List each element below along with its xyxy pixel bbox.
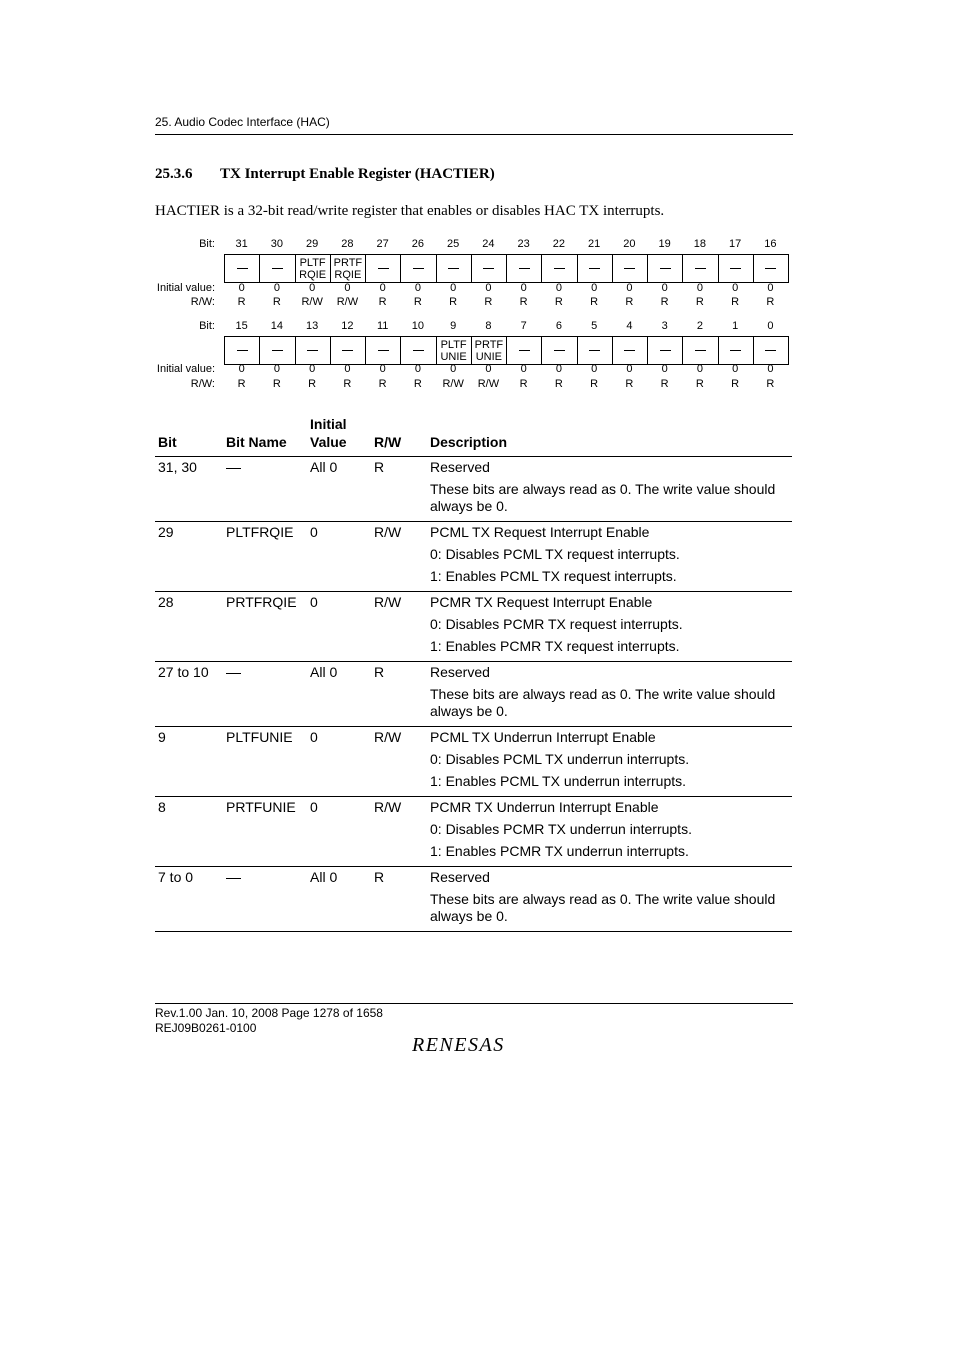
bit-number: 7: [520, 320, 527, 332]
rw-value: R/W: [442, 378, 464, 390]
section-heading: [155, 166, 495, 183]
rw-value: R: [378, 378, 387, 390]
rw-value: R: [590, 296, 599, 308]
cell-description: [427, 797, 792, 867]
initial-value-label: Initial value:: [156, 282, 215, 294]
rw-value: R: [731, 296, 740, 308]
bit-number: 17: [729, 238, 742, 250]
cell-bit-name: PLTFRQIE: [226, 524, 294, 540]
description-line: 1: Enables PCML TX request interrupts.: [430, 568, 677, 584]
reserved-dash: [695, 350, 706, 351]
reserved-dash: [342, 350, 353, 351]
reserved-bit-cell: [260, 255, 295, 282]
rw-row: [150, 296, 800, 310]
bit-label: Bit:: [199, 320, 215, 332]
initial-value: 0: [485, 282, 492, 294]
running-header: 25. Audio Codec Interface (HAC): [155, 115, 330, 129]
reserved-dash: [554, 350, 565, 351]
reserved-bit-cell: [683, 337, 718, 364]
bit-name-cell: [296, 255, 331, 282]
reserved-bit-cell: [683, 255, 718, 282]
rw-row: [150, 378, 800, 392]
bit-number: 15: [235, 320, 248, 332]
header-initial-line2: Value: [310, 434, 347, 450]
bit-name-cell: [331, 255, 366, 282]
reserved-dash: [519, 350, 530, 351]
rw-value: R: [625, 378, 634, 390]
description-line: 0: Disables PCMR TX request interrupts.: [430, 616, 683, 632]
reserved-dash: [765, 268, 776, 269]
description-line: These bits are always read as 0. The write value should always be 0.: [430, 891, 776, 924]
initial-value: 0: [309, 363, 316, 375]
cell-description: [427, 592, 792, 662]
description-line: 1: Enables PCMR TX request interrupts.: [430, 638, 680, 654]
bit-number: 22: [552, 238, 566, 250]
reserved-bit-cell: [613, 337, 648, 364]
rw-value: R: [272, 378, 281, 390]
reserved-dash: [624, 350, 635, 351]
cell-bit: 8: [158, 799, 166, 815]
initial-value: 0: [379, 282, 386, 294]
bit-number: 30: [270, 238, 284, 250]
header-initial-value: [307, 415, 371, 457]
description-line: 1: Enables PCMR TX underrun interrupts.: [430, 843, 689, 859]
initial-value: 0: [591, 282, 598, 294]
description-line: 0: Disables PCML TX underrun interrupts.: [430, 751, 690, 767]
rw-value: R: [237, 296, 246, 308]
header-rw: R/W: [374, 434, 402, 450]
cell-initial-value: 0: [310, 729, 318, 745]
bit-number-row: [150, 320, 800, 334]
initial-value-row: [150, 363, 800, 377]
initial-value: 0: [555, 282, 562, 294]
rw-value: R: [766, 296, 775, 308]
reserved-bit-cell: [613, 255, 648, 282]
cell-bit-name: [223, 867, 307, 932]
initial-value: 0: [414, 363, 421, 375]
initial-value: 0: [238, 363, 245, 375]
bit-number: 4: [626, 320, 633, 332]
description-line: PCMR TX Underrun Interrupt Enable: [430, 799, 659, 815]
initial-value: 0: [732, 363, 739, 375]
bit-number: 0: [767, 320, 774, 332]
rw-value: R/W: [301, 296, 323, 308]
bit-number: 5: [591, 320, 598, 332]
table-header-row: [155, 415, 792, 457]
bit-number: 8: [485, 320, 492, 332]
header-initial-line1: Initial: [310, 416, 347, 432]
bit-number: 10: [411, 320, 425, 332]
bit-name-text: PLTF UNIE: [440, 338, 467, 363]
cell-bit: 29: [158, 524, 174, 540]
bit-number: 19: [658, 238, 671, 250]
initial-value: 0: [344, 282, 351, 294]
rw-value: R: [413, 296, 422, 308]
cell-description: [427, 867, 792, 932]
reserved-bit-cell: [542, 255, 577, 282]
bit-number: 23: [517, 238, 530, 250]
reserved-dash: [448, 268, 459, 269]
cell-description: [427, 522, 792, 592]
description-line: Reserved: [430, 869, 490, 885]
cell-initial-value: All 0: [310, 869, 338, 885]
bit-label: Bit:: [199, 238, 215, 250]
cell-bit: 9: [158, 729, 166, 745]
cell-rw: R/W: [374, 594, 402, 610]
reserved-dash: [272, 268, 283, 269]
rw-value: R: [343, 378, 352, 390]
reserved-dash: [226, 878, 241, 879]
reserved-bit-cell: [366, 337, 401, 364]
rw-value: R: [554, 378, 563, 390]
reserved-bit-cell: [507, 255, 542, 282]
reserved-dash: [272, 350, 283, 351]
reserved-bit-cell: [719, 337, 754, 364]
rw-value: R: [695, 378, 704, 390]
bit-number: 28: [341, 238, 354, 250]
reserved-dash: [589, 350, 600, 351]
header-rule: [155, 134, 793, 135]
initial-value: 0: [309, 282, 316, 294]
section-number: 25.3.6: [155, 166, 193, 182]
table-row: [155, 457, 792, 522]
reserved-bit-cell: [366, 255, 401, 282]
bit-number: 25: [447, 238, 460, 250]
initial-value: 0: [344, 363, 351, 375]
bit-number: 26: [411, 238, 425, 250]
rw-value: R: [413, 378, 422, 390]
initial-value-row: [150, 282, 800, 296]
bit-number: 6: [555, 320, 562, 332]
reserved-bit-cell: [648, 255, 683, 282]
initial-value: 0: [591, 363, 598, 375]
description-line: These bits are always read as 0. The write value should always be 0.: [430, 481, 776, 514]
rw-value: R: [695, 296, 704, 308]
description-line: Reserved: [430, 459, 490, 475]
rw-label: R/W:: [190, 378, 215, 390]
reserved-bit-cell: [225, 255, 260, 282]
reserved-bit-cell: [401, 255, 436, 282]
reserved-dash: [378, 268, 389, 269]
reserved-bit-cell: [754, 337, 789, 364]
cell-rw: R/W: [374, 729, 402, 745]
cell-rw: R/W: [374, 524, 402, 540]
initial-value: 0: [732, 282, 739, 294]
bit-number: 12: [341, 320, 354, 332]
rw-value: R: [625, 296, 634, 308]
cell-initial-value: 0: [310, 524, 318, 540]
rw-value: R: [484, 296, 493, 308]
description-line: These bits are always read as 0. The write value should always be 0.: [430, 686, 776, 719]
cell-bit: 31, 30: [158, 459, 197, 475]
description-line: 1: Enables PCML TX underrun interrupts.: [430, 773, 687, 789]
reserved-dash: [413, 268, 424, 269]
reserved-bit-cell: [754, 255, 789, 282]
initial-value: 0: [450, 363, 457, 375]
bit-number: 31: [235, 238, 248, 250]
reserved-bit-cell: [472, 255, 507, 282]
bit-number: 20: [623, 238, 636, 250]
cell-bit-name: PLTFUNIE: [226, 729, 293, 745]
reserved-bit-cell: [437, 255, 472, 282]
footer-revision: Rev.1.00 Jan. 10, 2008 Page 1278 of 1658: [155, 1006, 383, 1020]
reserved-dash: [730, 350, 741, 351]
initial-value: 0: [767, 363, 774, 375]
initial-value: 0: [273, 363, 280, 375]
reserved-dash: [624, 268, 635, 269]
reserved-bit-cell: [331, 337, 366, 364]
rw-value: R: [272, 296, 281, 308]
rw-value: R: [308, 378, 317, 390]
reserved-dash: [660, 268, 671, 269]
reserved-bit-cell: [260, 337, 295, 364]
reserved-dash: [483, 268, 494, 269]
bit-field-box: [224, 254, 789, 283]
section-title: TX Interrupt Enable Register (HACTIER): [220, 166, 495, 182]
reserved-dash: [378, 350, 389, 351]
initial-value: 0: [696, 363, 703, 375]
initial-value: 0: [238, 282, 245, 294]
reserved-dash: [226, 468, 241, 469]
cell-bit: 27 to 10: [158, 664, 209, 680]
rw-value: R: [378, 296, 387, 308]
table-row: [155, 727, 792, 797]
bit-number: 3: [661, 320, 668, 332]
cell-rw: R: [374, 459, 385, 475]
cell-initial-value: 0: [310, 799, 318, 815]
cell-initial-value: All 0: [310, 459, 338, 475]
reserved-dash: [765, 350, 776, 351]
reserved-dash: [413, 350, 424, 351]
header-description: Description: [430, 434, 508, 450]
bit-name-cell: [437, 337, 472, 364]
renesas-logo-text: RENESAS: [412, 1034, 505, 1055]
cell-bit-name: [223, 662, 307, 727]
table-row: [155, 662, 792, 727]
rw-value: R: [660, 296, 669, 308]
reserved-bit-cell: [401, 337, 436, 364]
reserved-bit-cell: [507, 337, 542, 364]
bit-name-cell: [472, 337, 507, 364]
cell-bit-name: PRTFRQIE: [226, 594, 297, 610]
rw-value: R: [731, 378, 740, 390]
rw-value: R: [590, 378, 599, 390]
reserved-dash: [695, 268, 706, 269]
bit-number: 13: [306, 320, 319, 332]
description-line: 0: Disables PCML TX request interrupts.: [430, 546, 680, 562]
initial-value-label: Initial value:: [156, 363, 215, 375]
cell-bit-name: PRTFUNIE: [226, 799, 296, 815]
bit-number: 27: [376, 238, 389, 250]
reserved-bit-cell: [578, 255, 613, 282]
rw-value: R: [519, 378, 528, 390]
reserved-dash: [226, 673, 241, 674]
intro-paragraph: HACTIER is a 32-bit read/write register that enables or disables HAC TX interrupts.: [155, 203, 665, 219]
rw-value: R: [519, 296, 528, 308]
cell-bit: 28: [158, 594, 174, 610]
bit-field-box: [224, 336, 789, 365]
bit-number: 16: [764, 238, 777, 250]
table-row: [155, 522, 792, 592]
initial-value: 0: [520, 282, 527, 294]
rw-label: R/W:: [190, 296, 215, 308]
cell-initial-value: 0: [310, 594, 318, 610]
reserved-dash: [307, 350, 318, 351]
bit-name-text: PLTF RQIE: [299, 256, 327, 281]
reserved-bit-cell: [225, 337, 260, 364]
cell-rw: R/W: [374, 799, 402, 815]
bit-number: 2: [696, 320, 703, 332]
initial-value: 0: [661, 282, 668, 294]
bit-name-text: PRTF RQIE: [333, 256, 363, 281]
cell-bit: 7 to 0: [158, 869, 194, 885]
bit-name-text: PRTF UNIE: [474, 338, 504, 363]
initial-value: 0: [626, 363, 633, 375]
reserved-bit-cell: [542, 337, 577, 364]
cell-initial-value: All 0: [310, 664, 338, 680]
initial-value: 0: [450, 282, 457, 294]
table-row: [155, 592, 792, 662]
initial-value: 0: [273, 282, 280, 294]
initial-value: 0: [485, 363, 492, 375]
bit-number: 18: [693, 238, 707, 250]
description-line: PCML TX Underrun Interrupt Enable: [430, 729, 656, 745]
initial-value: 0: [696, 282, 703, 294]
cell-rw: R: [374, 869, 385, 885]
initial-value: 0: [379, 363, 386, 375]
bit-number: 9: [450, 320, 457, 332]
header-bit: Bit: [158, 434, 177, 450]
description-line: PCMR TX Request Interrupt Enable: [430, 594, 653, 610]
description-line: PCML TX Request Interrupt Enable: [430, 524, 650, 540]
bit-number: 1: [732, 320, 739, 332]
reserved-bit-cell: [578, 337, 613, 364]
bit-number: 21: [588, 238, 601, 250]
reserved-dash: [237, 268, 248, 269]
bit-number: 24: [482, 238, 495, 250]
reserved-bit-cell: [296, 337, 331, 364]
rw-value: R: [237, 378, 246, 390]
initial-value: 0: [520, 363, 527, 375]
reserved-dash: [660, 350, 671, 351]
rw-value: R: [554, 296, 563, 308]
rw-value: R: [449, 296, 458, 308]
table-row: [155, 797, 792, 867]
reserved-dash: [519, 268, 530, 269]
cell-bit-name: [223, 457, 307, 522]
header-bit-name: Bit Name: [226, 434, 287, 450]
table-row: [155, 867, 792, 932]
description-line: 0: Disables PCMR TX underrun interrupts.: [430, 821, 692, 837]
bit-number-row: [150, 238, 800, 252]
cell-description: [427, 727, 792, 797]
reserved-dash: [730, 268, 741, 269]
rw-value: R/W: [336, 296, 359, 308]
footer-document-number: REJ09B0261-0100: [155, 1021, 257, 1035]
description-line: Reserved: [430, 664, 490, 680]
renesas-logo: [412, 1033, 534, 1055]
initial-value: 0: [626, 282, 633, 294]
initial-value: 0: [767, 282, 774, 294]
reserved-dash: [554, 268, 565, 269]
bit-number: 11: [376, 320, 389, 332]
cell-description: [427, 662, 792, 727]
initial-value: 0: [661, 363, 668, 375]
reserved-dash: [237, 350, 248, 351]
cell-rw: R: [374, 664, 385, 680]
reserved-bit-cell: [719, 255, 754, 282]
cell-description: [427, 457, 792, 522]
rw-value: R: [660, 378, 669, 390]
rw-value: R/W: [477, 378, 500, 390]
reserved-bit-cell: [648, 337, 683, 364]
reserved-dash: [589, 268, 600, 269]
rw-value: R: [766, 378, 775, 390]
bit-number: 29: [306, 238, 319, 250]
initial-value: 0: [414, 282, 421, 294]
initial-value: 0: [555, 363, 562, 375]
footer-rule: [155, 1003, 793, 1004]
bit-description-table: [155, 415, 792, 932]
bit-number: 14: [270, 320, 284, 332]
